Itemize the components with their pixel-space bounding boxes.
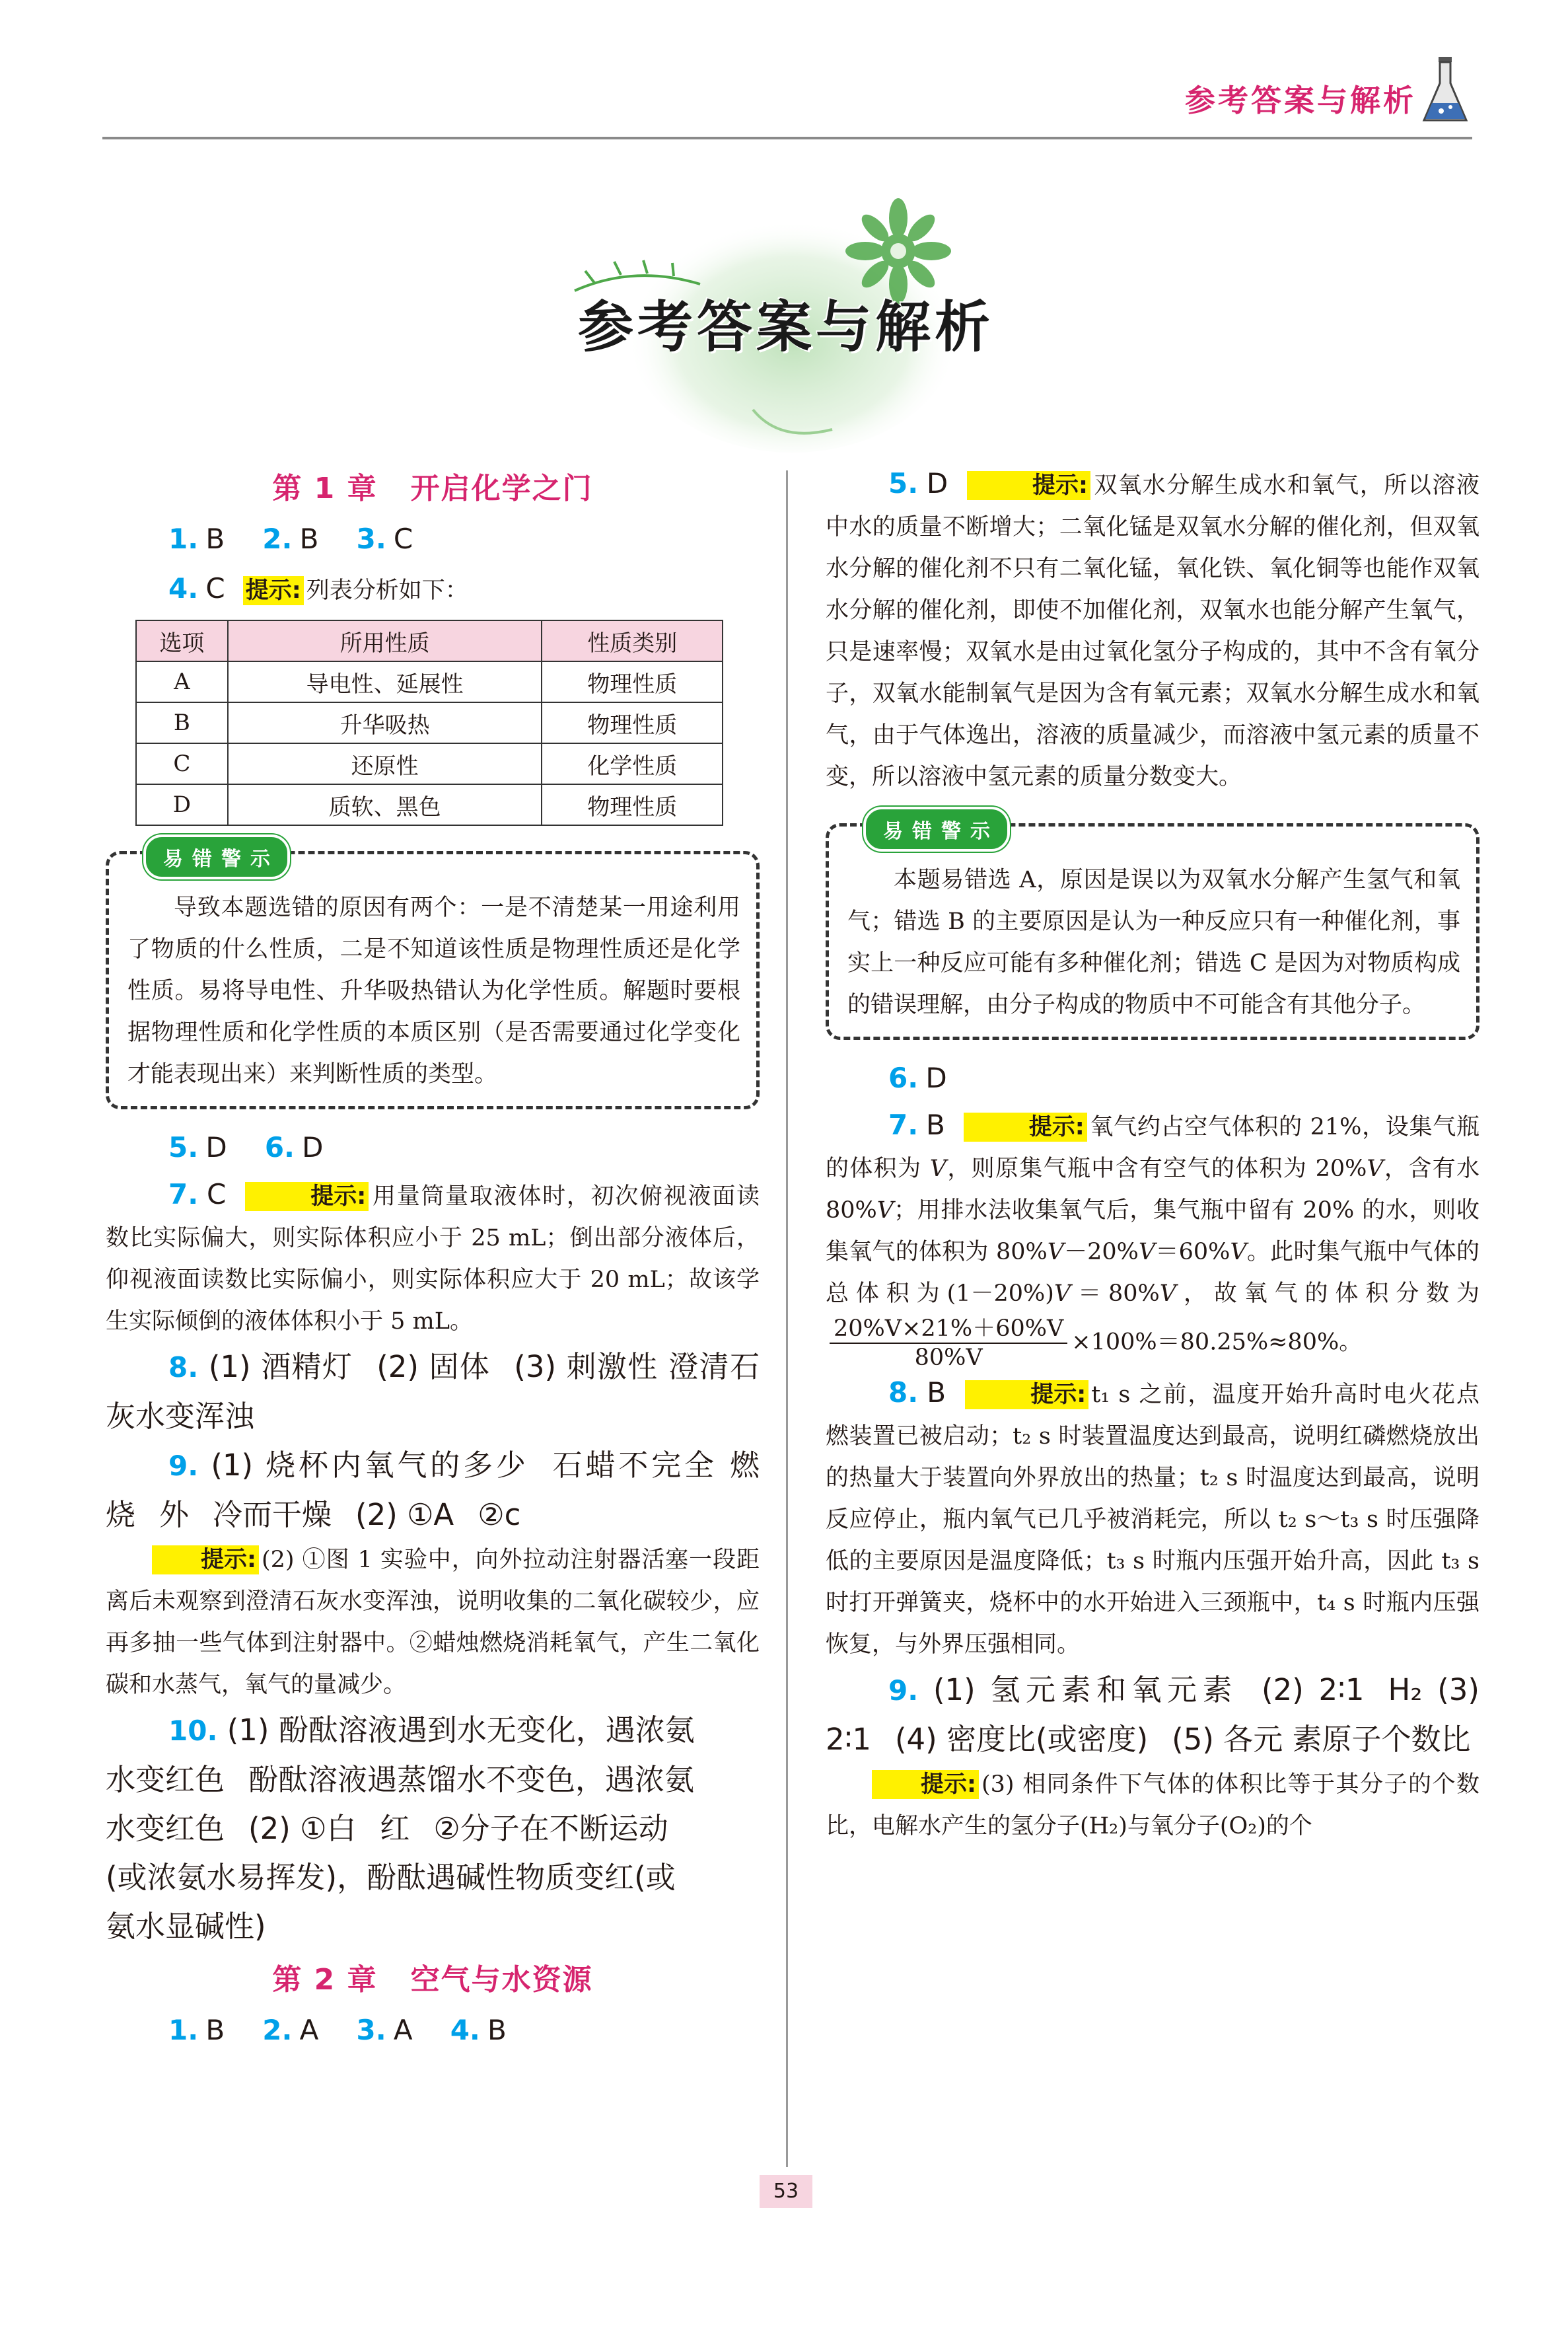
fraction-denominator: 80%V: [914, 1345, 983, 1371]
answer-part: 氨水显碱性): [106, 1909, 266, 1944]
variable-v: V: [1159, 1280, 1177, 1307]
table-cell: 物理性质: [542, 702, 723, 743]
table-cell: 导电性、延展性: [228, 661, 542, 702]
column-divider: [786, 470, 788, 2167]
answer: A: [393, 2014, 413, 2046]
question-number: 8.: [888, 1376, 919, 1409]
table-cell: C: [136, 743, 228, 784]
answer-part: (2) 固体: [376, 1349, 491, 1384]
answer: B: [205, 2014, 225, 2046]
answer-part: 红: [380, 1811, 410, 1846]
warning-text: 本题易错选 A，原因是误以为双氧水分解产生氢气和氧气；错选 B 的主要原因是认为一种反应只有一种催化剂，事实上一种反应可能有多种催化剂；错选 C 是因为对物质构成的错误理解，由分子构成的物质中不可能含有其他分子。: [847, 867, 1460, 1018]
answer: D: [925, 1062, 947, 1094]
answer-5: [826, 462, 1479, 798]
answer-part: 水变红色: [106, 1762, 225, 1797]
answer-row-5-6: [106, 1124, 760, 1173]
question-number: 3.: [356, 2014, 386, 2046]
answer: D: [205, 1131, 227, 1163]
answer-part: (2) 2∶1: [1262, 1672, 1365, 1707]
answer-part: H₂: [1388, 1672, 1423, 1707]
hint-label: 提示:: [872, 1770, 979, 1799]
question-number: 5.: [888, 467, 919, 499]
answer-part: (1) 氢元素和氧元素: [933, 1672, 1238, 1707]
table-cell: 物理性质: [542, 784, 723, 825]
variable-v: V: [1047, 1239, 1065, 1265]
hint-text: 双氧水分解生成水和氧气，所以溶液中水的质量不断增大；二氧化锰是双氧水分解的催化剂，但双氧水分解的催化剂不只有二氧化锰，氧化铁、氧化铜等也能作双氧水分解的催化剂，即使不加催化剂，双氧水也能分解产生氧气，只是速率慢；双氧水是由过氧化氢分子构成的，其中不含有氧分子，双氧水能制氧气是因为含有氧元素；双氧水分解生成水和氧气，由于气体逸出，溶液的质量减少，而溶液中氢元素的质量不变，所以溶液中氢元素的质量分数变大。: [826, 472, 1479, 790]
question-number: 8.: [168, 1351, 199, 1384]
table-row: [136, 661, 723, 702]
chapter-name: 空气与水资源: [410, 1963, 593, 1997]
table-header: 所用性质: [228, 620, 542, 661]
hint-text: ，含有水 80%: [826, 1156, 1479, 1224]
question-number: 9.: [168, 1450, 199, 1482]
question-number: 9.: [888, 1674, 919, 1707]
question-number: 1.: [168, 523, 199, 555]
main-title: 参考答案与解析: [578, 295, 995, 359]
table-cell: 还原性: [228, 743, 542, 784]
answer-8: [106, 1343, 760, 1441]
question-number: 7.: [168, 1178, 199, 1210]
property-table: [135, 620, 723, 826]
answer-part: 石蜡不完全: [552, 1448, 717, 1483]
header-rule: [102, 137, 1472, 139]
chapter-number: 第 2 章: [272, 1963, 378, 1997]
hint-9: [826, 1764, 1479, 1847]
flask-icon: [1421, 54, 1469, 127]
answer-part: ②c: [478, 1497, 521, 1532]
answer-7: [826, 1104, 1479, 1372]
answer: B: [927, 1376, 946, 1409]
answer-part: 燃烧: [106, 1448, 760, 1532]
answer-row-ch2: [106, 2007, 760, 2056]
hint-text: ×100%＝80.25%≈80%。: [1071, 1329, 1363, 1356]
hint-text: ，故氧气的体积分数为: [1176, 1280, 1479, 1307]
table-cell: 升华吸热: [228, 702, 542, 743]
hint-text: ＝80%: [1071, 1280, 1160, 1307]
hint-label: 提示:: [965, 1380, 1088, 1409]
answer-6: [826, 1054, 1479, 1104]
answer-10: [106, 1706, 760, 1951]
answer-4: [106, 565, 760, 614]
answer-part: 水变红色: [106, 1811, 225, 1846]
answer-part: (5) 各元: [1172, 1722, 1283, 1757]
hint-text: －20%: [1064, 1239, 1139, 1265]
table-row: [136, 784, 723, 825]
answer: C: [205, 572, 225, 605]
chapter-2-heading: [106, 1954, 760, 2007]
answer: D: [926, 467, 948, 499]
hint-9: [106, 1539, 760, 1706]
question-number: 10.: [168, 1715, 218, 1747]
warning-tag: 易错警示: [143, 834, 290, 879]
hint-label: 提示:: [152, 1545, 259, 1574]
hint-text: t₁ s 之前，温度开始升高时电火花点燃装置已被启动；t₂ s 时装置温度达到最高，说明红磷燃烧放出的热量大于装置向外界放出的热量；t₂ s 时温度达到最高，说明反应停止，瓶内氧气已几乎被消耗完，所以 t₂ s～t₃ s 时压强降低的主要原因是温度降低；t₃ s 时瓶内压强开始升高，因此 t₃ s 时打开弹簧夹，烧杯中的水开始进入三颈瓶中，t₄ s 时瓶内压强恢复，与外界压强相同。: [826, 1382, 1479, 1658]
answer-part: 素原子个数比: [1292, 1722, 1471, 1757]
question-number: 6.: [264, 1131, 295, 1163]
answer: B: [926, 1109, 945, 1141]
answer-part: 酚酞溶液遇蒸馏水不变色，遇浓氨: [248, 1762, 695, 1797]
hint-text: ，则原集气瓶中含有空气的体积为 20%: [946, 1156, 1367, 1182]
hint-label: 提示:: [245, 1182, 369, 1211]
table-header: 性质类别: [542, 620, 723, 661]
answer: A: [299, 2014, 319, 2046]
table-cell: 物理性质: [542, 661, 723, 702]
hint-text: ＝60%: [1155, 1239, 1230, 1265]
hint-text: 用量筒量取液体时，初次俯视液面读数比实际偏大，则实际体积应小于 25 mL；倒出部分液体后，仰视液面读数比实际偏小，则实际体积应大于 20 mL；故该学生实际倾倒的液体体积小于 5 mL。: [106, 1183, 760, 1335]
answer-part: (1) 酚酞溶液遇到水无变化，遇浓氨: [227, 1713, 695, 1748]
answer-part: (2) ①A: [355, 1497, 454, 1532]
answer-part: 澄清石灰水变浑浊: [106, 1349, 760, 1434]
page-number: 53: [760, 2175, 812, 2208]
question-number: 5.: [168, 1131, 199, 1163]
answer: C: [393, 523, 413, 555]
hint-label: 提示:: [964, 1113, 1087, 1142]
right-column: [826, 462, 1479, 1847]
warning-text: 导致本题选错的原因有两个：一是不清楚某一用途利用了物质的什么性质，二是不知道该性质是物理性质还是化学性质。易将导电性、升华吸热错认为化学性质。解题时要根据物理性质和化学性质的本质区别（是否需要通过化学变化才能表现出来）来判断性质的类型。: [127, 895, 740, 1088]
fraction: [830, 1315, 1067, 1372]
table-cell: B: [136, 702, 228, 743]
answer-part: (2) ①白: [248, 1811, 357, 1846]
variable-v: V: [1230, 1239, 1247, 1265]
hint-text: ；用排水法收集氧气后，集气瓶中留有 20% 的水，则收集氧气的体积为 80%: [826, 1197, 1479, 1265]
answer-8: [826, 1372, 1479, 1666]
variable-v: V: [876, 1197, 894, 1224]
answer: B: [299, 523, 319, 555]
variable-v: V: [1367, 1156, 1384, 1182]
answer-9: [826, 1666, 1479, 1764]
question-number: 4.: [168, 572, 199, 605]
answer-row-1-3: [106, 515, 760, 565]
variable-v: V: [929, 1156, 947, 1182]
question-number: 2.: [262, 2014, 293, 2046]
answer-part: ②分子在不断运动: [433, 1811, 668, 1846]
question-number: 3.: [356, 523, 386, 555]
fraction-numerator: 20%V×21%＋60%V: [830, 1315, 1067, 1344]
chapter-1-heading: [106, 462, 760, 515]
answer: C: [207, 1178, 227, 1210]
hint-label: 提示:: [243, 576, 304, 605]
question-number: 7.: [888, 1109, 919, 1141]
table-cell: 化学性质: [542, 743, 723, 784]
question-number: 6.: [888, 1062, 919, 1094]
answer-part: (或浓氨水易挥发)，酚酞遇碱性物质变红(或: [106, 1860, 676, 1895]
answer: B: [205, 523, 225, 555]
answer-part: (1) 酒精灯: [208, 1349, 353, 1384]
table-cell: 质软、黑色: [228, 784, 542, 825]
table-row: [136, 702, 723, 743]
question-number: 1.: [168, 2014, 199, 2046]
hint-text: 。此时集气瓶中气体的总体积为(1－20%): [826, 1239, 1480, 1307]
question-number: 4.: [450, 2014, 480, 2046]
table-row: [136, 743, 723, 784]
answer-7: [106, 1173, 760, 1343]
hint-text: (2) ①图 1 实验中，向外拉动注射器活塞一段距离后未观察到澄清石灰水变浑浊，说明收集的二氧化碳较少，应再多抽一些气体到注射器中。②蜡烛燃烧消耗氧气，产生二氧化碳和水蒸气，氧气的量减少。: [106, 1547, 760, 1698]
variable-v: V: [1053, 1280, 1071, 1307]
header-title: 参考答案与解析: [1185, 83, 1416, 118]
answer-part: (3) 2∶1: [826, 1672, 1479, 1757]
table-header: 选项: [136, 620, 228, 661]
table-cell: A: [136, 661, 228, 702]
answer-part: (1) 烧杯内氧气的多少: [211, 1448, 529, 1483]
chapter-number: 第 1 章: [272, 472, 378, 505]
hint-text: 列表分析如下：: [306, 577, 468, 604]
answer-part: 冷而干燥: [213, 1497, 332, 1532]
question-number: 2.: [262, 523, 293, 555]
answer: D: [302, 1131, 324, 1163]
chapter-name: 开启化学之门: [410, 472, 593, 505]
hint-text: 氧气约占空气体积的 21%，设集气瓶的体积为: [826, 1114, 1479, 1182]
answer-part: 外: [159, 1497, 190, 1532]
answer-part: (3) 刺激性: [514, 1349, 659, 1384]
hint-text: (3) 相同条件下气体的体积比等于其分子的个数比，电解水产生的氢分子(H₂)与氧分子(O₂)的个: [826, 1771, 1479, 1839]
left-column: [106, 462, 760, 2056]
answer-part: (4) 密度比(或密度): [894, 1722, 1149, 1757]
hint-label: 提示:: [967, 471, 1090, 500]
error-warning-box: [826, 820, 1479, 1040]
table-cell: D: [136, 784, 228, 825]
error-warning-box: [106, 848, 760, 1109]
answer: B: [487, 2014, 507, 2046]
variable-v: V: [1138, 1239, 1156, 1265]
warning-tag: 易错警示: [863, 807, 1010, 852]
answer-9: [106, 1441, 760, 1539]
